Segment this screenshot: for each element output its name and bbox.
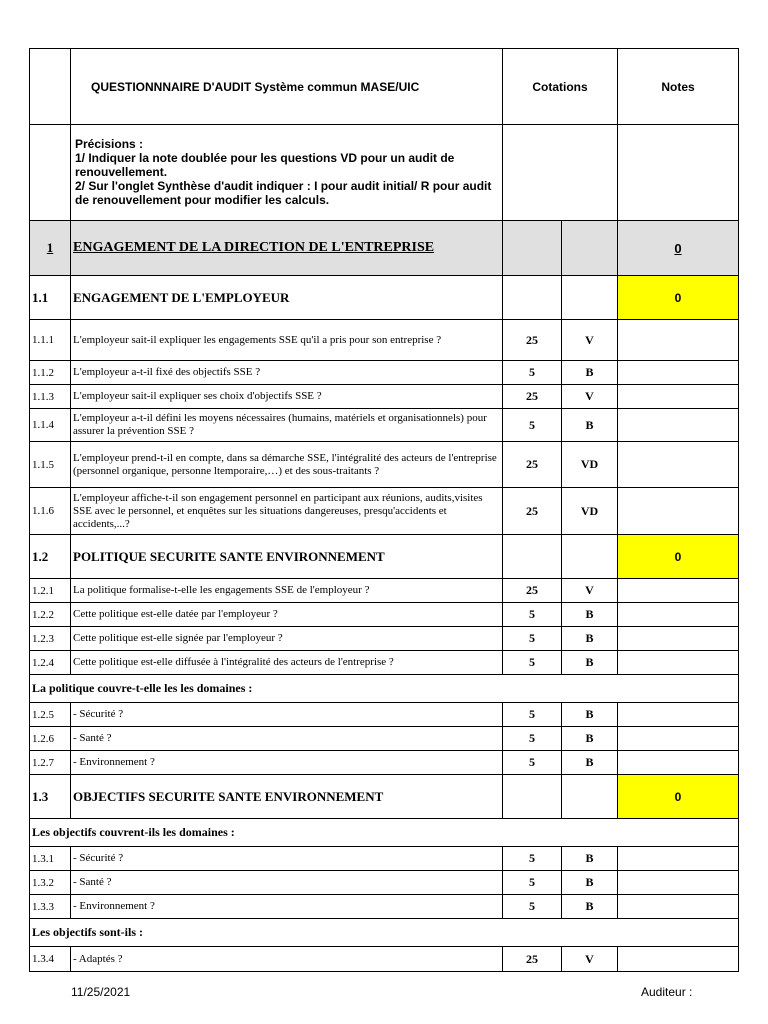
cotations-header: Cotations xyxy=(503,49,618,125)
note-cell[interactable] xyxy=(618,488,739,535)
question-type: VD xyxy=(562,488,618,535)
question-points: 25 xyxy=(503,947,562,972)
note-cell[interactable] xyxy=(618,703,739,727)
question-type: B xyxy=(562,727,618,751)
group-row xyxy=(30,819,739,847)
table-row xyxy=(30,442,739,488)
subsection-title: OBJECTIFS SECURITE SANTE ENVIRONNEMENT xyxy=(71,775,503,819)
note-cell[interactable] xyxy=(618,947,739,972)
table-row xyxy=(30,847,739,871)
group-label: La politique couvre-t-elle les les domaines : xyxy=(30,675,739,703)
table-row xyxy=(30,871,739,895)
subsection-number: 1.2 xyxy=(30,535,71,579)
note-cell[interactable] xyxy=(618,895,739,919)
question-points: 25 xyxy=(503,579,562,603)
group-label: Les objectifs couvrent-ils les domaines : xyxy=(30,819,739,847)
question-type: B xyxy=(562,871,618,895)
precisions-heading: Précisions : xyxy=(75,137,144,151)
table-row xyxy=(30,651,739,675)
question-type: B xyxy=(562,651,618,675)
group-label: Les objectifs sont-ils : xyxy=(30,919,739,947)
table-row xyxy=(30,895,739,919)
note-cell[interactable] xyxy=(618,751,739,775)
note-cell[interactable] xyxy=(618,320,739,361)
table-row xyxy=(30,727,739,751)
question-text: - Sécurité ? xyxy=(71,847,503,871)
note-cell[interactable] xyxy=(618,727,739,751)
question-type: B xyxy=(562,703,618,727)
question-text: - Adaptés ? xyxy=(71,947,503,972)
table-row xyxy=(30,603,739,627)
question-text: - Sécurité ? xyxy=(71,703,503,727)
audit-table xyxy=(29,48,739,972)
table-row xyxy=(30,385,739,409)
question-text: - Santé ? xyxy=(71,871,503,895)
question-text: Cette politique est-elle datée par l'employeur ? xyxy=(71,603,503,627)
precisions-row xyxy=(30,125,739,221)
note-cell[interactable] xyxy=(618,361,739,385)
question-number: 1.2.3 xyxy=(30,627,71,651)
note-cell[interactable] xyxy=(618,603,739,627)
question-text: L'employeur affiche-t-il son engagement personnel en participant aux réunions, audits,visites SSE avec le personnel, et enquêtes sur les situations dangereuses, presqu'accidents et accidents,...? xyxy=(71,488,503,535)
table-row xyxy=(30,579,739,603)
question-type: B xyxy=(562,895,618,919)
subsection-number: 1.3 xyxy=(30,775,71,819)
question-number: 1.2.7 xyxy=(30,751,71,775)
question-type: V xyxy=(562,947,618,972)
question-points: 5 xyxy=(503,751,562,775)
subsection-note[interactable]: 0 xyxy=(618,775,739,819)
section-title: ENGAGEMENT DE LA DIRECTION DE L'ENTREPRISE xyxy=(71,221,503,276)
question-number: 1.2.4 xyxy=(30,651,71,675)
note-cell[interactable] xyxy=(618,871,739,895)
question-number: 1.2.6 xyxy=(30,727,71,751)
question-number: 1.2.2 xyxy=(30,603,71,627)
subsection-title: ENGAGEMENT DE L'EMPLOYEUR xyxy=(71,276,503,320)
subsection-row xyxy=(30,535,739,579)
note-cell[interactable] xyxy=(618,847,739,871)
question-number: 1.1.2 xyxy=(30,361,71,385)
question-points: 5 xyxy=(503,603,562,627)
note-cell[interactable] xyxy=(618,385,739,409)
note-cell[interactable] xyxy=(618,442,739,488)
question-number: 1.3.1 xyxy=(30,847,71,871)
question-number: 1.3.4 xyxy=(30,947,71,972)
question-text: La politique formalise-t-elle les engagements SSE de l'employeur ? xyxy=(71,579,503,603)
question-points: 25 xyxy=(503,385,562,409)
question-text: L'employeur sait-il expliquer ses choix d'objectifs SSE ? xyxy=(71,385,503,409)
table-row xyxy=(30,488,739,535)
group-row xyxy=(30,919,739,947)
subsection-number: 1.1 xyxy=(30,276,71,320)
question-number: 1.1.4 xyxy=(30,409,71,442)
question-type: B xyxy=(562,409,618,442)
question-type: V xyxy=(562,579,618,603)
section-note: 0 xyxy=(618,221,739,276)
question-text: - Santé ? xyxy=(71,727,503,751)
question-number: 1.3.2 xyxy=(30,871,71,895)
question-points: 25 xyxy=(503,320,562,361)
page-title: QUESTIONNNAIRE D'AUDIT Système commun MASE/UIC xyxy=(71,49,503,125)
question-points: 25 xyxy=(503,442,562,488)
question-text: - Environnement ? xyxy=(71,751,503,775)
subsection-title: POLITIQUE SECURITE SANTE ENVIRONNEMENT xyxy=(71,535,503,579)
question-points: 5 xyxy=(503,361,562,385)
question-text: L'employeur a-t-il fixé des objectifs SSE ? xyxy=(71,361,503,385)
table-row xyxy=(30,361,739,385)
table-row xyxy=(30,703,739,727)
group-row xyxy=(30,675,739,703)
question-points: 5 xyxy=(503,651,562,675)
subsection-row xyxy=(30,775,739,819)
question-type: B xyxy=(562,847,618,871)
note-cell[interactable] xyxy=(618,627,739,651)
question-type: VD xyxy=(562,442,618,488)
question-type: V xyxy=(562,385,618,409)
header-blank-cell xyxy=(30,49,71,125)
question-number: 1.1.6 xyxy=(30,488,71,535)
question-type: B xyxy=(562,751,618,775)
header-row xyxy=(30,49,739,125)
question-text: L'employeur sait-il expliquer les engagements SSE qu'il a pris pour son entreprise ? xyxy=(71,320,503,361)
precisions-line-1: 1/ Indiquer la note doublée pour les questions VD pour un audit de renouvellement. xyxy=(75,151,455,179)
question-text: Cette politique est-elle diffusée à l'intégralité des acteurs de l'entreprise ? xyxy=(71,651,503,675)
note-cell[interactable] xyxy=(618,579,739,603)
question-type: B xyxy=(562,627,618,651)
question-number: 1.2.1 xyxy=(30,579,71,603)
question-points: 5 xyxy=(503,703,562,727)
question-type: B xyxy=(562,361,618,385)
section-row xyxy=(30,221,739,276)
question-type: B xyxy=(562,603,618,627)
table-row xyxy=(30,409,739,442)
section-number: 1 xyxy=(30,221,71,276)
footer-date: 11/25/2021 xyxy=(71,985,131,999)
table-row xyxy=(30,751,739,775)
question-points: 5 xyxy=(503,727,562,751)
precisions-line-2: 2/ Sur l'onglet Synthèse d'audit indiquer : I pour audit initial/ R pour audit de renouvellement pour modifier les calculs. xyxy=(75,179,492,207)
question-points: 5 xyxy=(503,847,562,871)
question-number: 1.1.5 xyxy=(30,442,71,488)
question-text: L'employeur a-t-il défini les moyens nécessaires (humains, matériels et organisationnels) pour assurer la prévention SSE ? xyxy=(71,409,503,442)
question-number: 1.1.3 xyxy=(30,385,71,409)
note-cell[interactable] xyxy=(618,409,739,442)
question-number: 1.1.1 xyxy=(30,320,71,361)
subsection-note[interactable]: 0 xyxy=(618,276,739,320)
question-number: 1.3.3 xyxy=(30,895,71,919)
question-points: 5 xyxy=(503,627,562,651)
notes-header: Notes xyxy=(618,49,739,125)
subsection-note[interactable]: 0 xyxy=(618,535,739,579)
subsection-row xyxy=(30,276,739,320)
question-text: - Environnement ? xyxy=(71,895,503,919)
question-text: L'employeur prend-t-il en compte, dans sa démarche SSE, l'intégralité des acteurs de l'entreprise (personnel organique, personne ltemporaire,…) et des sous-traitants ? xyxy=(71,442,503,488)
question-points: 5 xyxy=(503,871,562,895)
question-number: 1.2.5 xyxy=(30,703,71,727)
question-points: 5 xyxy=(503,895,562,919)
table-row xyxy=(30,627,739,651)
table-row xyxy=(30,947,739,972)
question-text: Cette politique est-elle signée par l'employeur ? xyxy=(71,627,503,651)
footer-auditor: Auditeur : xyxy=(641,985,693,999)
question-type: V xyxy=(562,320,618,361)
precisions-text xyxy=(71,125,503,221)
note-cell[interactable] xyxy=(618,651,739,675)
table-row xyxy=(30,320,739,361)
question-points: 5 xyxy=(503,409,562,442)
question-points: 25 xyxy=(503,488,562,535)
